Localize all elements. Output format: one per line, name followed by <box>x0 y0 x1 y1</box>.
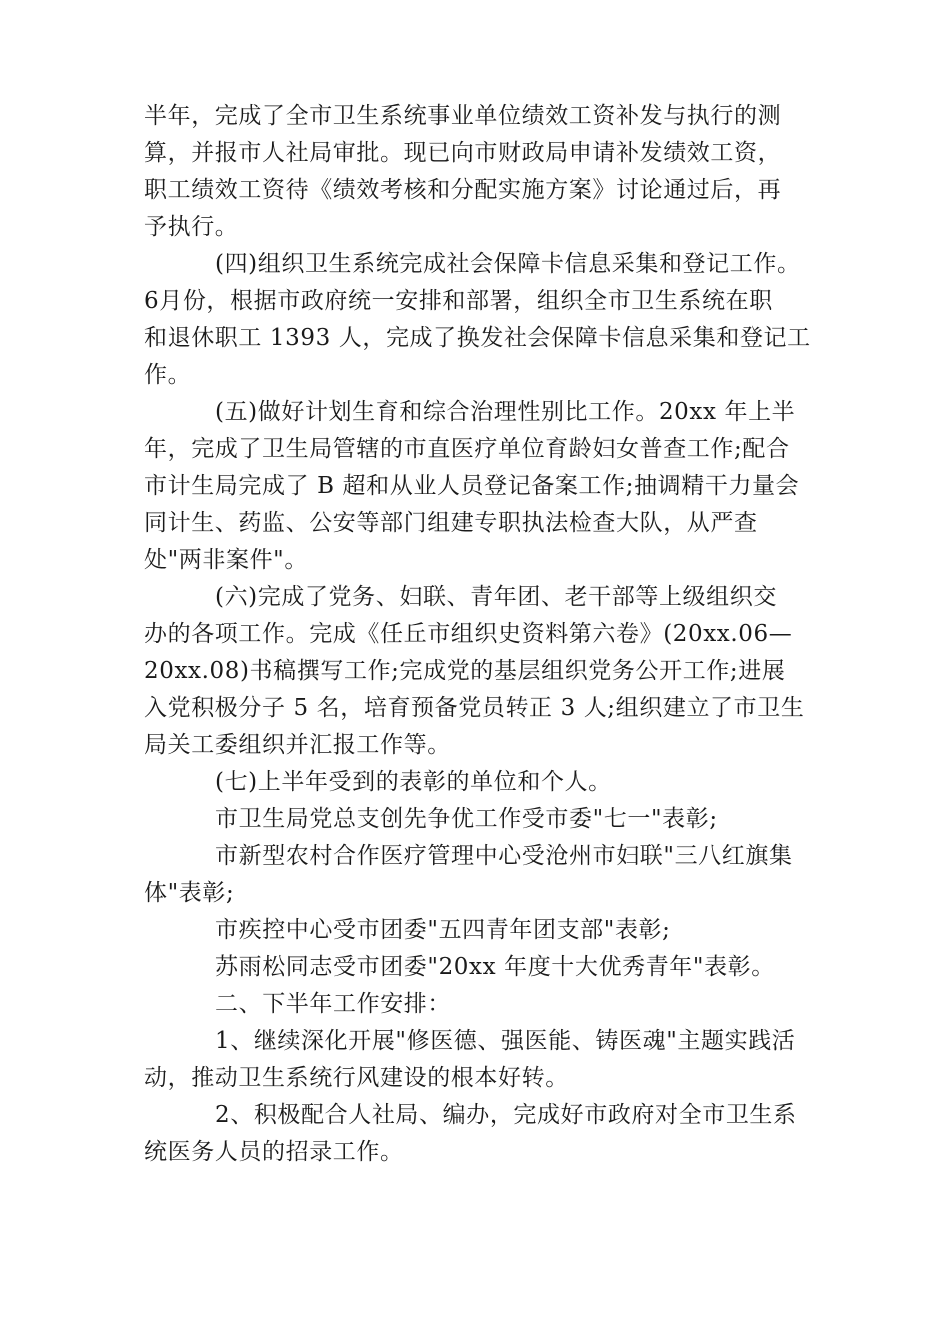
text-line: 动，推动卫生系统行风建设的根本好转。 <box>144 1065 569 1091</box>
text-line: (五)做好计划生育和综合治理性别比工作。20xx 年上半 <box>215 399 796 425</box>
text-line: 市卫生局党总支创先争优工作受市委"七一"表彰; <box>215 806 718 832</box>
text-line: 2、积极配合人社局、编办，完成好市政府对全市卫生系 <box>215 1102 797 1128</box>
text-line: 二、下半年工作安排： <box>215 991 451 1017</box>
text-line: 统医务人员的招录工作。 <box>144 1139 404 1165</box>
text-line: 入党积极分子 5 名，培育预备党员转正 3 人;组织建立了市卫生 <box>144 695 805 721</box>
text-line: 6月份，根据市政府统一安排和部署，组织全市卫生系统在职 <box>144 288 773 314</box>
text-line: 20xx.08)书稿撰写工作;完成党的基层组织党务公开工作;进展 <box>144 658 786 684</box>
text-line: 办的各项工作。完成《任丘市组织史资料第六卷》(20xx.06— <box>144 621 793 647</box>
text-line: 苏雨松同志受市团委"20xx 年度十大优秀青年"表彰。 <box>215 954 775 980</box>
text-line: (六)完成了党务、妇联、青年团、老干部等上级组织交 <box>215 584 777 610</box>
text-line: 市疾控中心受市团委"五四青年团支部"表彰; <box>215 917 671 943</box>
text-line: 体"表彰; <box>144 880 235 906</box>
text-line: 半年，完成了全市卫生系统事业单位绩效工资补发与执行的测 <box>144 103 782 129</box>
text-line: 算，并报市人社局审批。现已向市财政局申请补发绩效工资， <box>144 140 782 166</box>
text-line: 职工绩效工资待《绩效考核和分配实施方案》讨论通过后，再 <box>144 177 782 203</box>
text-line: 市新型农村合作医疗管理中心受沧州市妇联"三八红旗集 <box>215 843 793 869</box>
text-line: 市计生局完成了 B 超和从业人员登记备案工作;抽调精干力量会 <box>144 473 800 499</box>
text-line: 年，完成了卫生局管辖的市直医疗单位育龄妇女普查工作;配合 <box>144 436 790 462</box>
text-line: (四)组织卫生系统完成社会保障卡信息采集和登记工作。 <box>215 251 801 277</box>
text-line: 予执行。 <box>144 214 239 240</box>
text-line: 作。 <box>144 362 192 388</box>
text-line: 和退休职工 1393 人，完成了换发社会保障卡信息采集和登记工 <box>144 325 811 351</box>
text-line: 处"两非案件"。 <box>144 547 308 573</box>
text-line: 同计生、药监、公安等部门组建专职执法检查大队，从严查 <box>144 510 758 536</box>
text-line: 局关工委组织并汇报工作等。 <box>144 732 451 758</box>
text-line: (七)上半年受到的表彰的单位和个人。 <box>215 769 612 795</box>
text-line: 1、继续深化开展"修医德、强医能、铸医魂"主题实践活 <box>215 1028 796 1054</box>
